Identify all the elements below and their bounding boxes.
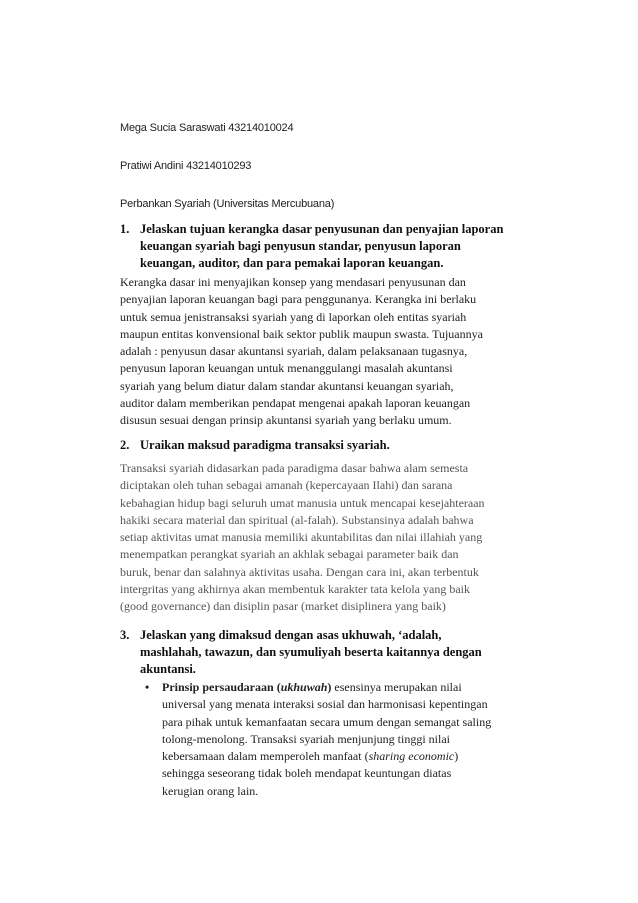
paren-open: ( (276, 680, 281, 694)
question-line: akuntansi. (140, 662, 196, 676)
answer-line: Kerangka dasar ini menyajikan konsep yang mendasari penyusunan dan (120, 275, 466, 289)
bullet-text: kebersamaan dalam memperoleh manfaat ( (162, 749, 369, 764)
course-line: Perbankan Syariah (Universitas Mercubuana) (120, 198, 335, 210)
answer-line: adalah : penyusun dasar akuntansi syariah, dalam pelaksanaan tugasnya, (120, 344, 468, 359)
answer-line: disusun sesuai dengan prinsip akuntansi syariah yang berlaku umum. (120, 413, 452, 428)
answer-line: kebahagian hidup bagi seluruh umat manusia untuk mencapai kesejahteraan (120, 495, 485, 510)
author-line-1: Mega Sucia Saraswati 43214010024 (120, 122, 294, 134)
answer-line: menempatkan perangkat syariah an akhlak sebagai parameter baik dan (120, 547, 459, 562)
bullet-line: kerugian orang lain. (162, 783, 259, 798)
answer-line: syariah yang belum diatur dalam standar akuntansi keuangan syariah, (120, 378, 454, 393)
bullet-line: para pihak untuk kemanfaatan secara umum dengan semangat saling (162, 714, 492, 729)
answer-1 (120, 274, 515, 430)
question-1 (120, 221, 520, 272)
answer-line: diciptakan oleh tuhan sebagai amanah (kepercayaan Ilahi) dan sarana (120, 478, 453, 493)
question-line: keuangan syariah bagi penyusun standar, penyusun laporan (140, 239, 461, 253)
question-number: 2. (120, 438, 130, 452)
author-line-2: Pratiwi Andini 43214010293 (120, 160, 252, 172)
term-ukhuwah: ukhuwah (280, 680, 328, 694)
answer-line: auditor dalam memberikan pendapat mengenai apakah laporan keuangan (120, 396, 471, 411)
question-line: mashlahah, tawazun, dan syumuliyah beserta kaitannya dengan (140, 645, 482, 659)
bullet-line (162, 679, 517, 696)
answer-line: buruk, benar dan salahnya aktivitas usaha. Dengan cara ini, akan terbentuk (120, 564, 479, 579)
bullet-title: Prinsip persaudaraan (162, 680, 274, 694)
bullet-item-ukhuwah (145, 679, 517, 800)
question-line: keuangan, auditor, dan para pemakai laporan keuangan. (140, 256, 444, 270)
question-number: 1. (120, 222, 130, 236)
answer-line: hakiki secara material dan spiritual (al-falah). Substansinya adalah bahwa (120, 512, 474, 527)
bullet-icon: • (145, 680, 150, 694)
bullet-text: ) (454, 749, 459, 764)
paren-close: ) (327, 680, 332, 694)
question-2 (120, 437, 520, 454)
answer-line: (good governance) dan disiplin pasar (market disiplinera yang baik) (120, 599, 446, 614)
bullet-line: universal yang menata interaksi sosial dan harmonisasi kepentingan (162, 697, 488, 712)
question-line: Jelaskan tujuan kerangka dasar penyusunan dan penyajian laporan (140, 222, 504, 236)
bullet-line: tolong-menolong. Transaksi syariah menjunjung tinggi nilai (162, 731, 450, 746)
question-number: 3. (120, 628, 130, 642)
term-sharing-economic: sharing economic (368, 749, 455, 764)
question-3 (120, 627, 520, 678)
bullet-text: esensinya merupakan nilai (331, 680, 462, 694)
answer-line: untuk semua jenistransaksi syariah yang di laporkan oleh entitas syariah (120, 309, 467, 324)
bullet-line (162, 748, 517, 765)
answer-line: intergritas yang akhirnya akan membentuk karakter tata kelola yang baik (120, 582, 470, 597)
bullet-line: sehingga seseorang tidak boleh mendapat keuntungan diatas (162, 766, 452, 781)
question-line: Uraikan maksud paradigma transaksi syariah. (140, 438, 390, 452)
question-line: Jelaskan yang dimaksud dengan asas ukhuwah, ‘adalah, (140, 628, 442, 642)
answer-line: penyajian laporan keuangan bagi para penggunanya. Kerangka ini berlaku (120, 292, 477, 307)
answer-2 (120, 460, 515, 616)
answer-line: Transaksi syariah didasarkan pada paradigma dasar bahwa alam semesta (120, 461, 469, 475)
answer-line: maupun entitas konvensional baik sektor publik maupun swasta. Tujuannya (120, 326, 483, 341)
answer-line: penyusun laporan keuangan untuk menanggulangi masalah akuntansi (120, 361, 453, 376)
answer-line: setiap aktivitas umat manusia memiliki akuntabilitas dan nilai illahiah yang (120, 530, 483, 545)
